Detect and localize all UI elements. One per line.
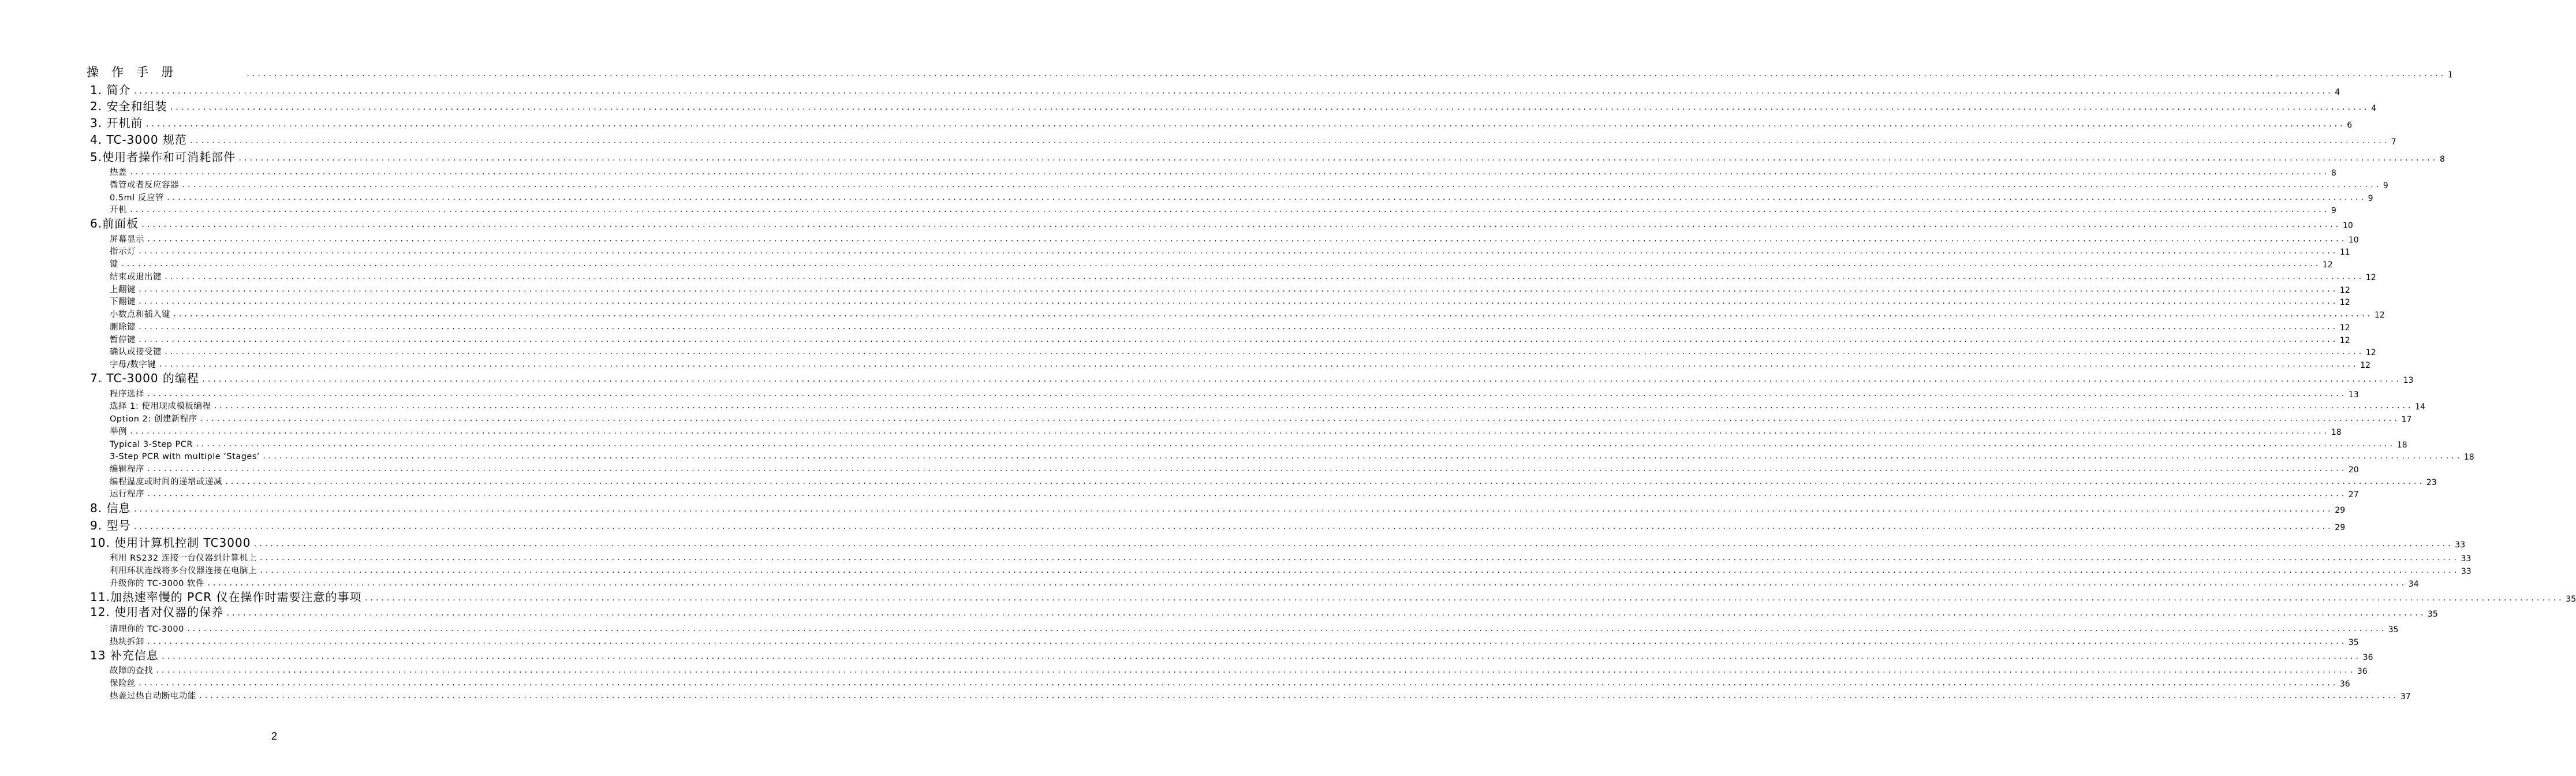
toc-entry-page: 35 [2428, 610, 2438, 619]
toc-entry-page: 18 [2331, 428, 2342, 437]
toc-entry-label: 10. 使用计算机控制 TC3000 [90, 536, 251, 550]
toc-entry-page: 8 [2331, 169, 2336, 178]
toc-entry-label: 操作手册 [87, 65, 186, 79]
toc-leader-dots: ................................................................................................................................................................................................................................................................................................................................................................................................................ [138, 323, 2338, 331]
toc-entry-label: 保险丝 [110, 678, 136, 688]
toc-entry[interactable] [110, 678, 2350, 689]
toc-entry[interactable] [110, 488, 2359, 499]
toc-entry[interactable] [110, 665, 2368, 676]
toc-entry-label: 微管或者反应容器 [110, 180, 179, 190]
toc-entry-label: 4. TC-3000 规范 [90, 133, 187, 147]
toc-entry-label: 9. 型号 [90, 518, 131, 532]
toc-entry[interactable] [110, 192, 2373, 203]
toc-entry-page: 4 [2371, 104, 2377, 113]
toc-entry-page: 12 [2365, 348, 2376, 357]
toc-entry[interactable] [90, 132, 2396, 147]
toc-entry-page: 27 [2348, 490, 2359, 499]
toc-leader-dots: ................................................................................................................................................................................................................................................................................................................................................................................................................ [206, 579, 2406, 587]
toc-leader-dots: ................................................................................................................................................................................................................................................................................................................................................................................................................ [121, 260, 2320, 268]
toc-entry-page: 9 [2368, 194, 2373, 203]
toc-entry-label: 热盖过热自动断电功能 [110, 691, 196, 701]
toc-entry-label: 1. 简介 [90, 83, 131, 97]
toc-entry-label: Typical 3-Step PCR [110, 439, 193, 449]
toc-entry[interactable] [110, 204, 2336, 215]
toc-entry[interactable] [110, 234, 2359, 245]
toc-entry[interactable] [110, 389, 2359, 400]
toc-leader-dots: ................................................................................................................................................................................................................................................................................................................................................................................................................ [147, 465, 2346, 473]
toc-entry-label: 确认或接受键 [110, 347, 162, 357]
toc-leader-dots: ................................................................................................................................................................................................................................................................................................................................................................................................................ [129, 168, 2329, 176]
toc-entry-page: 37 [2400, 692, 2411, 702]
toc-entry-page: 35 [2348, 638, 2359, 647]
toc-entry[interactable] [110, 553, 2472, 564]
toc-leader-dots: ................................................................................................................................................................................................................................................................................................................................................................................................................ [160, 652, 2361, 661]
toc-leader-dots: ................................................................................................................................................................................................................................................................................................................................................................................................................ [129, 206, 2329, 214]
toc-entry[interactable] [110, 691, 2411, 702]
toc-entry-page: 23 [2426, 478, 2437, 487]
toc-leader-dots: ................................................................................................................................................................................................................................................................................................................................................................................................................ [181, 181, 2381, 189]
toc-entry-page: 11 [2339, 248, 2350, 257]
toc-entry[interactable] [90, 500, 2346, 515]
toc-entry-page: 10 [2342, 221, 2353, 230]
toc-entry[interactable] [110, 309, 2385, 320]
toc-leader-dots: ................................................................................................................................................................................................................................................................................................................................................................................................................ [147, 235, 2346, 243]
toc-entry-page: 14 [2415, 402, 2425, 412]
toc-entry[interactable] [110, 624, 2399, 635]
toc-leader-dots: ................................................................................................................................................................................................................................................................................................................................................................................................................ [164, 348, 2364, 356]
toc-entry-label: 运行程序 [110, 489, 144, 499]
toc-entry-label: 5.使用者操作和可消耗部件 [90, 150, 236, 164]
toc-entry-page: 1 [2447, 70, 2453, 80]
toc-entry-page: 6 [2347, 121, 2353, 130]
toc-leader-dots: ................................................................................................................................................................................................................................................................................................................................................................................................................ [186, 625, 2386, 633]
toc-leader-dots: ................................................................................................................................................................................................................................................................................................................................................................................................................ [133, 87, 2333, 95]
toc-leader-dots: ................................................................................................................................................................................................................................................................................................................................................................................................................ [147, 637, 2346, 646]
toc-entry[interactable] [90, 370, 2414, 385]
toc-entry-label: 0.5ml 反应管 [110, 193, 164, 203]
toc-entry[interactable] [110, 284, 2350, 295]
toc-entry-label: 举例 [110, 427, 127, 436]
toc-entry-page: 7 [2391, 137, 2396, 147]
toc-leader-dots: ................................................................................................................................................................................................................................................................................................................................................................................................................ [155, 666, 2355, 674]
toc-leader-dots: ................................................................................................................................................................................................................................................................................................................................................................................................................ [169, 103, 2369, 111]
toc-entry-page: 9 [2331, 206, 2336, 215]
toc-leader-dots: ................................................................................................................................................................................................................................................................................................................................................................................................................ [213, 402, 2413, 410]
toc-leader-dots: ................................................................................................................................................................................................................................................................................................................................................................................................................ [138, 285, 2338, 293]
toc-leader-dots: ................................................................................................................................................................................................................................................................................................................................................................................................................ [246, 70, 2446, 78]
toc-entry-label: 利用 RS232 连接一台仪器到计算机上 [110, 553, 257, 563]
toc-leader-dots: ................................................................................................................................................................................................................................................................................................................................................................................................................ [226, 609, 2426, 617]
toc-entry-page: 36 [2339, 680, 2350, 689]
toc-entry-label: 暂停键 [110, 335, 136, 345]
toc-entry-page: 13 [2403, 376, 2414, 385]
toc-entry-page: 9 [2383, 181, 2388, 191]
toc-entry-page: 12 [2360, 361, 2371, 370]
toc-entry[interactable] [110, 359, 2371, 370]
toc-leader-dots: ................................................................................................................................................................................................................................................................................................................................................................................................................ [199, 692, 2398, 700]
toc-leader-dots: ................................................................................................................................................................................................................................................................................................................................................................................................................ [259, 554, 2459, 562]
toc-leader-dots: ................................................................................................................................................................................................................................................................................................................................................................................................................ [259, 566, 2459, 574]
toc-entry-page: 13 [2348, 390, 2359, 400]
toc-entry[interactable] [90, 604, 2438, 619]
toc-entry-label: 故障的查找 [110, 666, 153, 676]
toc-entry-page: 34 [2408, 580, 2419, 589]
toc-leader-dots: ................................................................................................................................................................................................................................................................................................................................................................................................................ [253, 540, 2453, 548]
toc-entry-label: 结束或退出键 [110, 272, 162, 282]
toc-entry-label: 升级你的 TC-3000 软件 [110, 579, 204, 588]
page-number: 2 [271, 730, 277, 742]
toc-leader-dots: ................................................................................................................................................................................................................................................................................................................................................................................................................ [138, 247, 2338, 255]
toc-entry-label: 屏幕显示 [110, 234, 144, 244]
toc-entry[interactable] [110, 167, 2336, 178]
toc-entry-label: 12. 使用者对仪器的保养 [90, 605, 224, 619]
toc-entry-label: 字母/数字键 [110, 360, 156, 370]
toc-entry[interactable] [110, 271, 2376, 282]
toc-entry-page: 8 [2439, 155, 2445, 164]
toc-entry-label: 开机 [110, 205, 127, 215]
toc-leader-dots: ................................................................................................................................................................................................................................................................................................................................................................................................................ [138, 335, 2338, 344]
toc-entry[interactable] [87, 65, 2453, 80]
toc-entry-page: 29 [2335, 506, 2346, 515]
toc-entry-label: 热盖 [110, 167, 127, 177]
toc-leader-dots: ................................................................................................................................................................................................................................................................................................................................................................................................................ [147, 390, 2346, 398]
toc-entry-label: 8. 信息 [90, 501, 131, 515]
toc-leader-dots: ................................................................................................................................................................................................................................................................................................................................................................................................................ [225, 477, 2424, 486]
toc-entry-page: 12 [2339, 286, 2350, 295]
toc-entry-label: 删除键 [110, 322, 136, 332]
toc-entry[interactable] [110, 439, 2407, 450]
toc-entry-label: 11.加热速率慢的 PCR 仪在操作时需要注意的事项 [90, 590, 362, 604]
toc-leader-dots: ................................................................................................................................................................................................................................................................................................................................................................................................................ [158, 360, 2358, 368]
toc-leader-dots: ................................................................................................................................................................................................................................................................................................................................................................................................................ [164, 273, 2364, 281]
toc-leader-dots: ................................................................................................................................................................................................................................................................................................................................................................................................................ [262, 452, 2462, 460]
toc-entry[interactable] [110, 565, 2472, 576]
toc-entry-label: 6.前面板 [90, 217, 139, 230]
toc-entry[interactable] [90, 517, 2346, 532]
toc-entry-label: Option 2: 创建新程序 [110, 414, 197, 424]
toc-entry[interactable] [110, 401, 2425, 412]
toc-entry-page: 12 [2322, 260, 2333, 270]
toc-leader-dots: ................................................................................................................................................................................................................................................................................................................................................................................................................ [138, 679, 2338, 687]
toc-entry-page: 29 [2335, 523, 2346, 532]
toc-entry-label: 下翻键 [110, 297, 136, 307]
toc-leader-dots: ................................................................................................................................................................................................................................................................................................................................................................................................................ [173, 310, 2372, 318]
toc-entry[interactable] [110, 296, 2350, 307]
toc-entry-page: 33 [2461, 567, 2472, 576]
toc-entry[interactable] [110, 334, 2350, 345]
toc-entry-page: 35 [2566, 595, 2576, 604]
toc-entry-page: 10 [2348, 236, 2359, 245]
toc-entry[interactable] [110, 413, 2412, 424]
toc-entry-label: 13 补充信息 [90, 648, 159, 662]
toc-entry[interactable] [110, 246, 2350, 257]
toc-leader-dots: ................................................................................................................................................................................................................................................................................................................................................................................................................ [195, 440, 2395, 448]
toc-entry-page: 12 [2365, 273, 2376, 282]
toc-leader-dots: ................................................................................................................................................................................................................................................................................................................................................................................................................ [141, 221, 2340, 229]
toc-entry-label: 程序选择 [110, 389, 144, 399]
toc-entry[interactable] [110, 636, 2359, 647]
toc-entry-label: 指示灯 [110, 247, 136, 256]
toc-leader-dots: ................................................................................................................................................................................................................................................................................................................................................................................................................ [138, 297, 2338, 305]
toc-entry-page: 12 [2339, 298, 2350, 307]
toc-entry-page: 12 [2339, 323, 2350, 333]
toc-entry-page: 12 [2374, 311, 2385, 320]
toc-entry-page: 36 [2357, 667, 2368, 676]
toc-leader-dots: ................................................................................................................................................................................................................................................................................................................................................................................................................ [364, 594, 2564, 602]
toc-entry-page: 18 [2396, 441, 2407, 450]
toc-entry[interactable] [110, 476, 2437, 487]
toc-entry-label: 2. 安全和组装 [90, 99, 167, 113]
toc-entry-label: 热块拆卸 [110, 637, 144, 647]
toc-entry[interactable] [90, 215, 2353, 230]
toc-entry-page: 33 [2455, 540, 2466, 550]
toc-entry[interactable] [90, 82, 2340, 97]
toc-entry[interactable] [110, 578, 2419, 589]
toc-leader-dots: ................................................................................................................................................................................................................................................................................................................................................................................................................ [133, 523, 2333, 531]
toc-entry[interactable] [110, 180, 2388, 191]
toc-entry[interactable] [110, 346, 2376, 357]
toc-entry-label: 键 [110, 259, 118, 269]
toc-entry-page: 17 [2401, 415, 2412, 424]
toc-leader-dots: ................................................................................................................................................................................................................................................................................................................................................................................................................ [129, 427, 2329, 435]
toc-entry-label: 小数点和插入键 [110, 309, 170, 319]
toc-leader-dots: ................................................................................................................................................................................................................................................................................................................................................................................................................ [147, 490, 2346, 498]
toc-leader-dots: ................................................................................................................................................................................................................................................................................................................................................................................................................ [189, 137, 2389, 145]
toc-entry-page: 36 [2362, 653, 2373, 662]
toc-entry[interactable] [90, 149, 2445, 164]
toc-entry-label: 3-Step PCR with multiple ‘Stages’ [110, 452, 260, 461]
toc-entry-label: 清理你的 TC-3000 [110, 624, 184, 634]
toc-entry-label: 编程温度或时间的递增或递减 [110, 477, 222, 487]
toc-entry-label: 选择 1: 使用现成模板编程 [110, 401, 211, 411]
toc-entry[interactable] [90, 98, 2377, 113]
toc-entry-page: 18 [2463, 453, 2474, 462]
toc-entry[interactable] [110, 451, 2474, 462]
toc-entry-label: 上翻键 [110, 285, 136, 294]
toc-entry-page: 20 [2348, 465, 2359, 475]
toc-leader-dots: ................................................................................................................................................................................................................................................................................................................................................................................................................ [199, 415, 2399, 423]
toc-leader-dots: ................................................................................................................................................................................................................................................................................................................................................................................................................ [133, 505, 2333, 513]
toc-leader-dots: ................................................................................................................................................................................................................................................................................................................................................................................................................ [201, 375, 2401, 383]
toc-entry[interactable] [110, 426, 2342, 437]
toc-entry-label: 7. TC-3000 的编程 [90, 371, 199, 385]
toc-leader-dots: ................................................................................................................................................................................................................................................................................................................................................................................................................ [145, 120, 2345, 128]
toc-entry-label: 利用环状连线将多台仪器连接在电脑上 [110, 566, 257, 576]
toc-entry[interactable] [90, 589, 2576, 604]
toc-entry[interactable] [110, 464, 2359, 475]
toc-entry[interactable] [90, 115, 2353, 130]
toc-entry[interactable] [110, 322, 2350, 333]
toc-entry[interactable] [110, 259, 2333, 270]
toc-leader-dots: ................................................................................................................................................................................................................................................................................................................................................................................................................ [166, 193, 2366, 202]
toc-entry-page: 12 [2339, 336, 2350, 345]
toc-entry-label: 编辑程序 [110, 464, 144, 474]
toc-leader-dots: ................................................................................................................................................................................................................................................................................................................................................................................................................ [238, 154, 2437, 162]
toc-entry[interactable] [90, 647, 2373, 662]
toc-entry-page: 33 [2461, 554, 2472, 564]
toc-entry-page: 35 [2388, 625, 2399, 635]
toc-entry-page: 4 [2335, 88, 2340, 97]
toc-entry-label: 3. 开机前 [90, 116, 143, 130]
toc-entry[interactable] [90, 535, 2466, 550]
